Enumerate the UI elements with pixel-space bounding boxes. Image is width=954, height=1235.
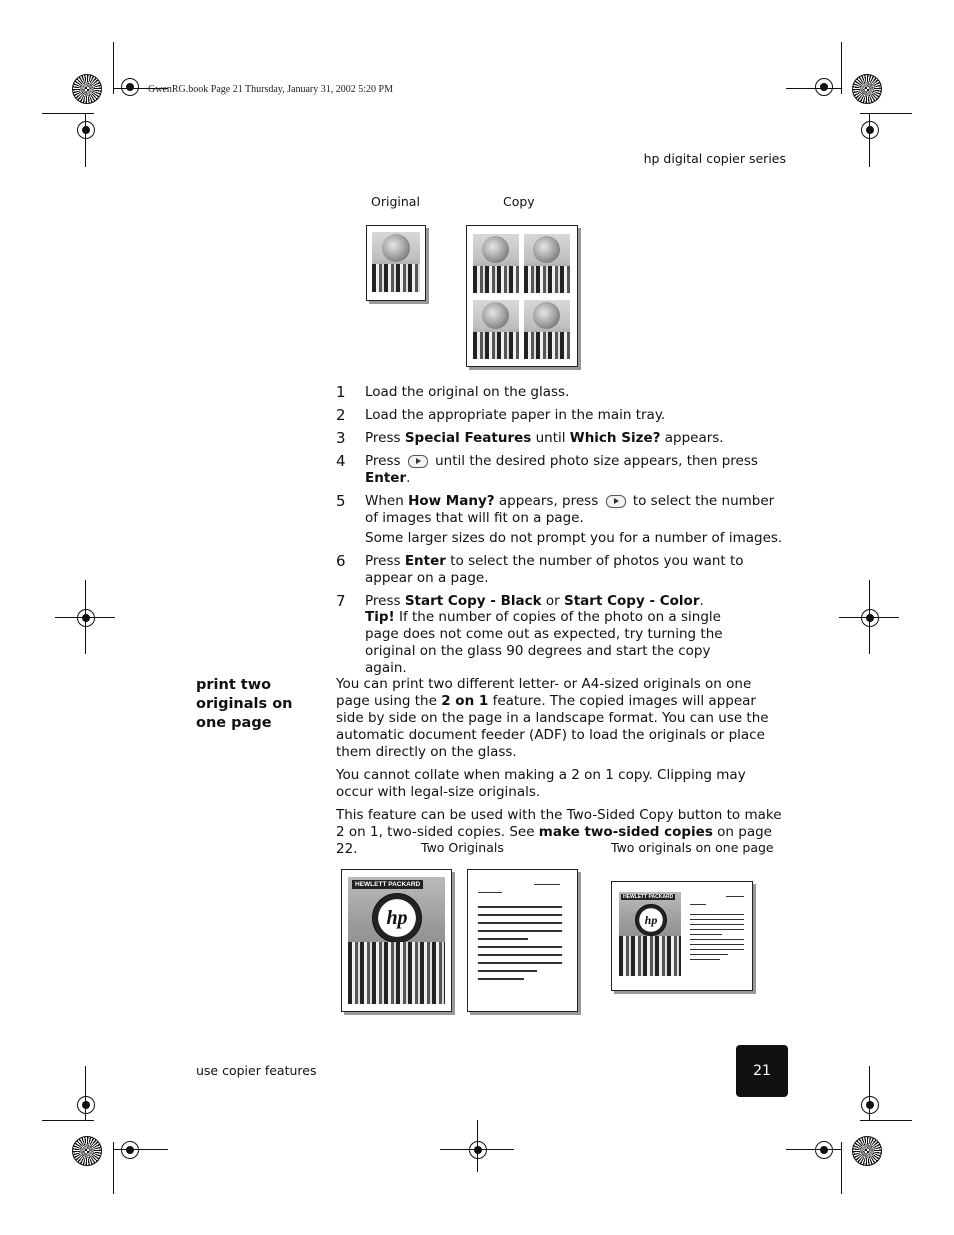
hp-logo-icon: hp — [635, 904, 667, 936]
step-text: . — [699, 593, 704, 609]
step-text: When — [365, 493, 409, 509]
copy-page-thumbnail — [466, 225, 578, 367]
paragraph-text: You can print two different letter- or A4-sized originals on one page using the — [336, 676, 752, 709]
cross-reference-link: make two-sided copies — [538, 824, 713, 840]
button-name: Start Copy - Black — [404, 593, 542, 609]
step-text: until the desired photo size appears, then press — [430, 453, 758, 469]
paragraph-text: This feature can be used with the Two-Sided Copy button to make 2 on 1, two-sided copies. See — [336, 807, 782, 840]
starburst-mark-icon — [72, 1136, 102, 1166]
caption-copy: Copy — [503, 194, 535, 209]
step-number: 4 — [336, 452, 346, 470]
list-item — [336, 553, 786, 587]
photo-image — [524, 300, 570, 359]
list-item — [336, 593, 786, 610]
photo-image — [473, 234, 519, 293]
step-number: 5 — [336, 492, 346, 510]
step-text: . — [406, 470, 411, 486]
photo-image — [473, 300, 519, 359]
step-text: to select the number of photos you want to appear on a page. — [365, 553, 744, 586]
step-text: to select the number of images that will fit on a page. — [365, 493, 775, 526]
list-item — [336, 384, 786, 401]
page-number-badge: 21 — [736, 1045, 788, 1097]
display-message: Which Size? — [569, 430, 661, 446]
crosshair-mark-icon — [121, 78, 139, 96]
text-lines — [690, 914, 744, 964]
step-text: Press — [365, 593, 405, 609]
paragraph — [336, 676, 784, 761]
step-text: appears, press — [494, 493, 603, 509]
hp-banner: HEWLETT PACKARD — [352, 880, 423, 889]
step-text: appears. — [660, 430, 724, 446]
photo-image — [619, 892, 681, 976]
step-text: Load the original on the glass. — [365, 384, 570, 400]
crosshair-mark-icon — [121, 1141, 139, 1159]
step-note: Some larger sizes do not prompt you for a number of images. — [365, 530, 783, 546]
hp-logo-icon: hp — [372, 893, 422, 943]
button-name: Start Copy - Color — [564, 593, 700, 609]
photo-image — [348, 877, 445, 1004]
combined-landscape-page — [611, 881, 753, 991]
section-heading: print two originals on one page — [196, 677, 293, 731]
crosshair-mark-icon — [815, 1141, 833, 1159]
photo-image — [372, 232, 420, 292]
right-arrow-button-icon — [408, 455, 428, 468]
caption-original: Original — [371, 194, 420, 209]
footer-section-title: use copier features — [196, 1063, 317, 1078]
print-mark-text: GwenRG.book Page 21 Thursday, January 31, 2002 5:20 PM — [148, 84, 393, 95]
crosshair-mark-icon — [77, 609, 95, 627]
step-text: until — [531, 430, 570, 446]
list-item — [336, 430, 786, 447]
list-item — [336, 453, 786, 487]
starburst-mark-icon — [852, 74, 882, 104]
crosshair-mark-icon — [861, 1096, 879, 1114]
list-item — [336, 493, 786, 547]
crosshair-mark-icon — [469, 1141, 487, 1159]
step-number: 1 — [336, 383, 346, 401]
caption-two-originals: Two Originals — [421, 840, 504, 855]
starburst-mark-icon — [72, 74, 102, 104]
photo-image — [524, 234, 570, 293]
crosshair-mark-icon — [861, 121, 879, 139]
steps-list — [336, 384, 786, 616]
step-number: 2 — [336, 406, 346, 424]
caption-two-originals-one-page: Two originals on one page — [611, 840, 774, 855]
list-item — [336, 407, 786, 424]
paragraph: You cannot collate when making a 2 on 1 copy. Clipping may occur with legal-size originals. — [336, 767, 746, 800]
original-photo-page — [341, 869, 452, 1012]
paragraph-text: on page 22. — [336, 824, 772, 857]
original-page-thumbnail — [366, 225, 426, 301]
section-body — [336, 676, 784, 864]
display-message: How Many? — [408, 493, 495, 509]
button-name: Enter — [365, 470, 407, 486]
step-text: Press — [365, 553, 405, 569]
starburst-mark-icon — [852, 1136, 882, 1166]
button-name: Enter — [404, 553, 446, 569]
step-number: 7 — [336, 592, 346, 610]
step-text: Press — [365, 430, 405, 446]
feature-name: 2 on 1 — [441, 693, 489, 709]
step-text: Press — [365, 453, 405, 469]
hp-banner: HEWLETT PACKARD — [623, 894, 674, 900]
crosshair-mark-icon — [77, 121, 95, 139]
crosshair-mark-icon — [861, 609, 879, 627]
crosshair-mark-icon — [815, 78, 833, 96]
tip-box — [365, 609, 735, 677]
button-name: Special Features — [404, 430, 532, 446]
paragraph-text: feature. The copied images will appear side by side on the page in a landscape format. You can use the automatic document feeder (ADF) to load the originals or place them directly on the glass. — [336, 693, 769, 760]
step-text: or — [541, 593, 564, 609]
right-arrow-button-icon — [606, 495, 626, 508]
step-text: Load the appropriate paper in the main tray. — [365, 407, 666, 423]
tip-label: Tip! — [365, 609, 395, 625]
step-number: 3 — [336, 429, 346, 447]
tip-text: If the number of copies of the photo on a single page does not come out as expected, try turning the original on the glass 90 degrees and start the copy again. — [365, 609, 723, 676]
text-lines — [478, 906, 562, 986]
step-number: 6 — [336, 552, 346, 570]
running-header: hp digital copier series — [643, 151, 786, 166]
crosshair-mark-icon — [77, 1096, 95, 1114]
original-text-page — [467, 869, 578, 1012]
